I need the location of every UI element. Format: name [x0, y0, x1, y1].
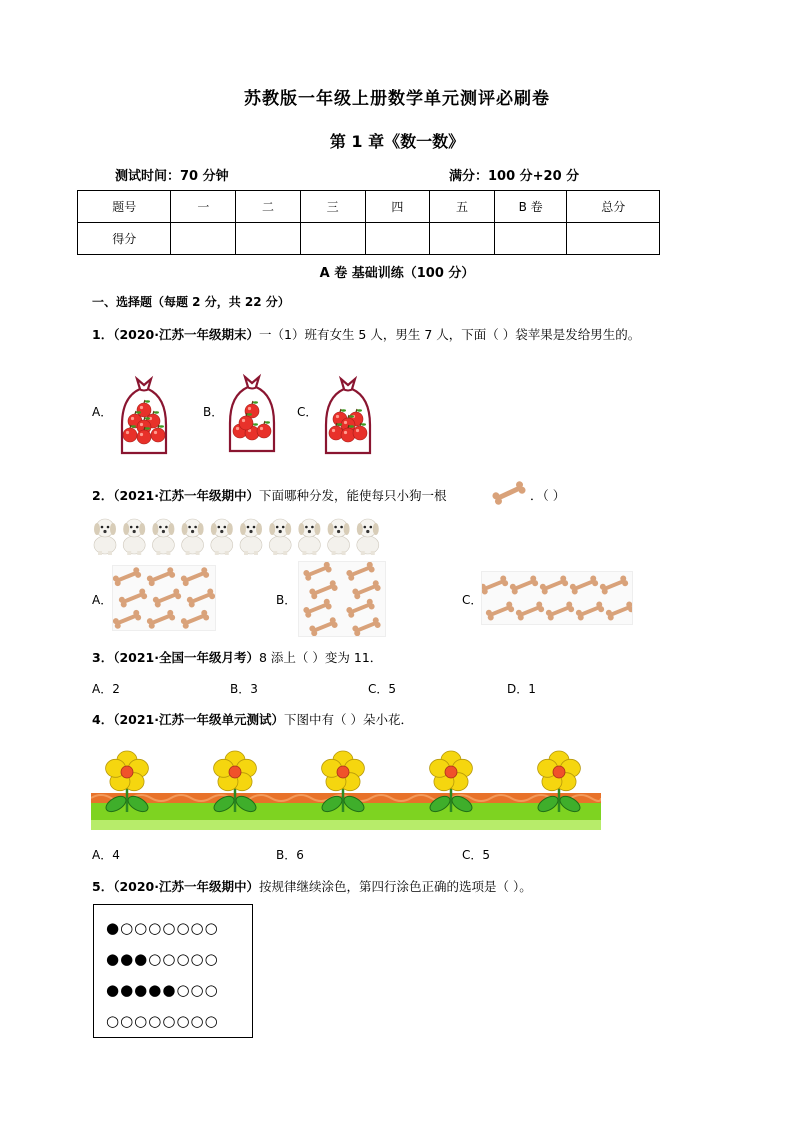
bones-option-c[interactable]: [481, 571, 633, 625]
bone-icon: [152, 588, 182, 609]
question-number: 4．: [92, 712, 114, 727]
bone-icon: [539, 575, 569, 596]
full-score: 满分：100 分+20 分: [449, 169, 580, 184]
dog-icon: [328, 519, 350, 555]
section-a-heading: A 卷 基础训练（100 分）: [319, 266, 475, 281]
apple-bag-c[interactable]: [322, 375, 374, 457]
option-b-label[interactable]: B．: [203, 405, 224, 419]
dog-icon: [269, 519, 291, 555]
score-table-header-row: [78, 191, 660, 223]
score-entry-cell[interactable]: [567, 223, 660, 255]
bones-option-a[interactable]: [112, 565, 216, 631]
score-entry-cell[interactable]: [236, 223, 301, 255]
question-source: （2020·江苏一年级期中）: [113, 879, 259, 894]
test-time: 测试时间：70 分钟: [115, 169, 229, 184]
option-a-label[interactable]: A．: [92, 593, 113, 607]
dogs-row: [91, 515, 383, 555]
bone-icon: [545, 601, 575, 622]
dog-icon: [94, 519, 116, 555]
question-text: 按规律继续涂色，第四行涂色正确的选项是（ ）。: [259, 879, 532, 894]
bone-icon: [351, 616, 381, 637]
flower-icon: [427, 751, 474, 815]
bone-icon: [118, 588, 148, 609]
option-c[interactable]: C．5: [368, 682, 397, 696]
apple-bag-a[interactable]: [118, 375, 170, 457]
dog-icon: [357, 519, 379, 555]
question-source: （2021·江苏一年级期中）: [113, 488, 259, 503]
chapter-title: 第 1 章《数一数》: [329, 132, 465, 151]
score-table-score-row: [78, 223, 660, 255]
bone-icon: [485, 601, 515, 622]
bone-icon: [605, 601, 633, 622]
flower-icon: [535, 751, 582, 815]
question-text: 一（1）班有女生 5 人，男生 7 人，下面（ ）袋苹果是发给男生的。: [259, 327, 641, 342]
flower-icon: [103, 751, 150, 815]
score-entry-cell[interactable]: [365, 223, 430, 255]
table-cell: 一: [171, 191, 236, 223]
question-number: 5．: [92, 879, 114, 894]
bone-icon: [345, 561, 375, 582]
question-number: 2．: [92, 488, 114, 503]
bone-icon: [308, 616, 338, 637]
question-source: （2021·江苏一年级单元测试）: [113, 712, 284, 727]
question-source: （2020·江苏一年级期末）: [113, 327, 259, 342]
question-number: 1．: [92, 327, 114, 342]
table-cell: 总分: [567, 191, 660, 223]
bone-icon: [515, 601, 545, 622]
coloring-pattern-box: [93, 904, 253, 1038]
pattern-row-3: ●●●●●○○○: [106, 981, 219, 999]
bone-icon: [180, 566, 210, 587]
question-3: [92, 648, 382, 666]
option-b-label[interactable]: B．: [276, 593, 297, 607]
question-text: 8 添上（ ）变为 11．: [259, 650, 383, 665]
part-1-heading: 一、选择题（每题 2 分，共 22 分）: [92, 295, 290, 309]
question-1: [92, 325, 640, 343]
bone-icon: [351, 579, 381, 600]
bone-icon: [302, 561, 332, 582]
bone-icon: [345, 598, 375, 619]
dog-icon: [211, 519, 233, 555]
flower-icon: [319, 751, 366, 815]
question-5: [92, 877, 532, 895]
question-source: （2021·全国一年级月考）: [113, 650, 259, 665]
flowers-picture: [91, 746, 601, 830]
option-a-label[interactable]: A．: [92, 405, 113, 419]
bone-icon: [509, 575, 539, 596]
bone-icon: [569, 575, 599, 596]
table-cell: B 卷: [494, 191, 567, 223]
bone-icon: [186, 588, 216, 609]
score-entry-cell[interactable]: [430, 223, 495, 255]
table-cell: 题号: [78, 191, 171, 223]
table-cell: 三: [300, 191, 365, 223]
bone-icon: [490, 480, 528, 506]
apple-bag-b[interactable]: [226, 373, 278, 455]
bone-icon: [146, 566, 176, 587]
bones-option-b[interactable]: [298, 561, 386, 637]
dog-icon: [152, 519, 174, 555]
bone-icon: [481, 575, 509, 596]
question-text-tail: ．（ ）: [530, 488, 566, 503]
bone-icon: [308, 579, 338, 600]
dog-icon: [182, 519, 204, 555]
dog-icon: [123, 519, 145, 555]
option-c[interactable]: C．5: [462, 848, 491, 862]
bone-icon: [575, 601, 605, 622]
option-a[interactable]: A．4: [92, 848, 120, 862]
dog-icon: [298, 519, 320, 555]
question-4: [92, 710, 413, 728]
option-b[interactable]: B．6: [276, 848, 304, 862]
dog-icon: [240, 519, 262, 555]
pattern-row-4[interactable]: ○○○○○○○○: [106, 1012, 219, 1030]
question-text: 下图中有（ ）朵小花．: [284, 712, 413, 727]
table-cell: 五: [430, 191, 495, 223]
bone-icon: [599, 575, 629, 596]
question-2: [92, 486, 447, 504]
document-title: 苏教版一年级上册数学单元测评必刷卷: [244, 89, 550, 109]
question-number: 3．: [92, 650, 114, 665]
score-table: [77, 190, 660, 255]
option-c-label[interactable]: C．: [462, 593, 483, 607]
bone-icon: [146, 609, 176, 630]
score-entry-cell[interactable]: [171, 223, 236, 255]
table-cell: 得分: [78, 223, 171, 255]
option-a[interactable]: A．2: [92, 682, 120, 696]
bone-icon: [112, 609, 142, 630]
bone-icon: [180, 609, 210, 630]
option-b[interactable]: B．3: [230, 682, 258, 696]
table-cell: 二: [236, 191, 301, 223]
bone-icon: [112, 566, 142, 587]
score-entry-cell[interactable]: [494, 223, 567, 255]
pattern-row-2: ●●●○○○○○: [106, 950, 219, 968]
option-d[interactable]: D．1: [507, 682, 536, 696]
table-cell: 四: [365, 191, 430, 223]
bone-icon: [302, 598, 332, 619]
question-text: 下面哪种分发，能使每只小狗一根: [259, 488, 447, 503]
option-c-label[interactable]: C．: [297, 405, 318, 419]
flower-icon: [211, 751, 258, 815]
score-entry-cell[interactable]: [300, 223, 365, 255]
pattern-row-1: ●○○○○○○○: [106, 919, 219, 937]
